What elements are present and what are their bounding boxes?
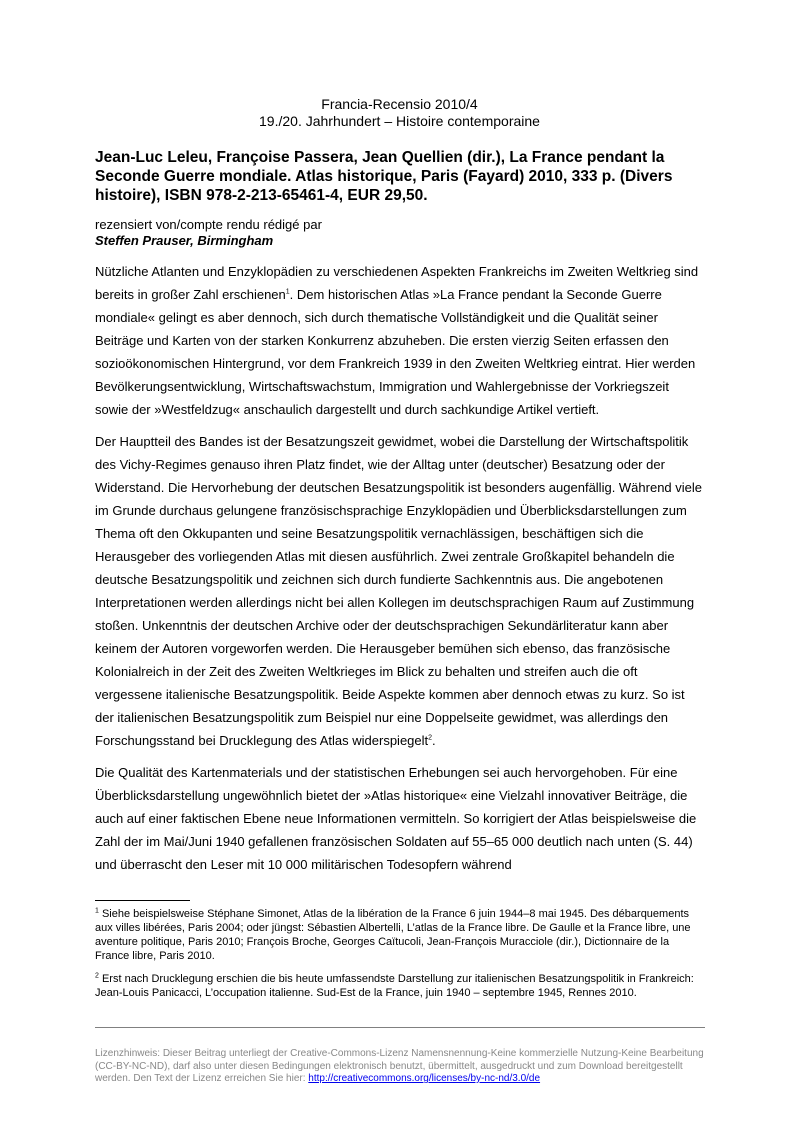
page-header	[0, 96, 799, 130]
reviewer-name: Steffen Prauser, Birmingham	[95, 233, 274, 248]
paragraph-3: Die Qualität des Kartenmaterials und der statistischen Erhebungen sei auch hervorgehoben. Für eine Überblicksdarstellung ungewöhnlich bietet der »Atlas historique« eine Vielzahl innovativer Beiträge, die auch auf einer faktischen Ebene neue Informationen vermitteln. So korrigiert der Atlas beispielsweise die Zahl der im Mai/Juni 1940 gefallenen französischen Soldaten auf 55–65 000 deutlich nach unten (S. 44) und überrascht den Leser mit 10 000 militärischen Todesopfern während	[95, 765, 697, 872]
license-notice	[95, 1048, 705, 1086]
paragraph-1	[95, 260, 705, 421]
paragraph-1-text-a: Nützliche Atlanten und Enzyklopädien zu verschiedenen Aspekten Frankreichs im Zweiten Weltkrieg sind bereits in großer Zahl erschienen	[95, 264, 699, 302]
journal-section: 19./20. Jahrhundert – Histoire contemporaine	[259, 113, 540, 129]
footnote-2	[95, 972, 705, 1000]
footnote-2-number: 2	[95, 972, 99, 980]
license-link[interactable]: http://creativecommons.org/licenses/by-nc-nd/3.0/de	[308, 1073, 541, 1084]
paragraph-1-text-b: . Dem historischen Atlas »La France pendant la Seconde Guerre mondiale« gelingt es aber dennoch, sich durch thematische Vollständigkeit und die Qualität seiner Beiträge und Karten von der starken Konkurrenz abzuheben. Die ersten vierzig Seiten erfassen den sozioökonomischen Hintergrund, vor dem Frankreich 1939 in den Zweiten Weltkrieg eintrat. Hier werden Bevölkerungsentwicklung, Wirtschaftswachstum, Immigration und Wahlergebnisse der Vorkriegszeit sowie der »Westfeldzug« anschaulich dargestellt und durch sachkundige Artikel vertieft.	[95, 287, 696, 417]
license-text: Lizenzhinweis: Dieser Beitrag unterliegt der Creative-Commons-Lizenz Namensnennung-Keine kommerzielle Nutzung-Keine Bearbeitung (CC-BY-NC-ND), darf also unter diesen Bedingungen elektronisch benutzt, übermittelt, ausgedruckt und zum Download bereitgestellt werden. Den Text der Lizenz erreichen Sie hier:	[95, 1048, 704, 1084]
journal-issue: Francia-Recensio 2010/4	[321, 96, 478, 112]
reviewer-label: rezensiert von/compte rendu rédigé par	[95, 217, 322, 232]
paragraph-2-text-a: Der Hauptteil des Bandes ist der Besatzungszeit gewidmet, wobei die Darstellung der Wirtschaftspolitik des Vichy-Regimes genauso ihren Platz findet, wie der Alltag unter (deutscher) Besatzung oder der Widerstand. Die Hervorhebung der deutschen Besatzungspolitik ist besonders augenfällig. Während viele im Grunde durchaus gelungene französischsprachige Enzyklopädien und Überblicksdarstellungen zum Thema oft den Okkupanten und seine Besatzungspolitik vernachlässigen, beschäftigen sich die Herausgeber des vorliegenden Atlas mit diesen ausführlich. Zwei zentrale Großkapitel behandeln die deutsche Besatzungspolitik und zeichnen sich durch fundierte Sachkenntnis aus. Die angebotenen Interpretationen werden allerdings nicht bei allen Kollegen im deutschsprachigen Raum auf Zustimmung stoßen. Unkenntnis der deutschen Archive oder der deutschsprachigen Sekundärliteratur kann aber keinem der Autoren vorgeworfen werden. Die Herausgeber bemühen sich ebenso, das französische Kolonialreich in der Zeit des Zweiten Weltkrieges im Blick zu behalten und streifen auch die oft vergessene italienische Besatzungspolitik. Beide Aspekte kommen aber dennoch etwas zu kurz. So ist der italienischen Besatzungspolitik zum Beispiel nur eine Doppelseite gewidmet, was allerdings den Forschungsstand bei Drucklegung des Atlas widerspiegelt	[95, 434, 703, 748]
footnote-ref-2: 2	[428, 734, 433, 742]
footnote-ref-1: 1	[285, 288, 290, 296]
footnote-1-number: 1	[95, 907, 99, 915]
paragraph-2-text-b: .	[432, 733, 436, 748]
footnote-1	[95, 907, 705, 963]
reviewer-block	[95, 217, 705, 249]
review-title: Jean-Luc Leleu, Françoise Passera, Jean Quellien (dir.), La France pendant la Seconde Guerre mondiale. Atlas historique, Paris (Fayard) 2010, 333 p. (Divers histoire), ISBN 978-2-213-65461-4, EUR 29,50.	[95, 149, 673, 204]
paragraph-2	[95, 430, 705, 752]
footnote-separator	[95, 900, 190, 901]
footnote-1-text: Siehe beispielsweise Stéphane Simonet, Atlas de la libération de la France 6 juin 1944–8 mai 1945. Des débarquements aux villes libérées, Paris 2004; oder jüngst: Sébastien Albertelli, L’atlas de la France libre. De Gaulle et la France libre, une aventure politique, Paris 2010; François Broche, Georges Caïtucoli, Jean-François Muracciole (dir.), Dictionnaire de la France libre, Paris 2010.	[95, 908, 691, 962]
review-body	[95, 260, 705, 885]
footnotes	[95, 907, 705, 1009]
footer-separator	[95, 1027, 705, 1028]
footnote-2-text: Erst nach Drucklegung erschien die bis heute umfassendste Darstellung zur italienischen Besatzungspolitik in Frankreich: Jean-Louis Panicacci, L’occupation italienne. Sud-Est de la France, juin 1940 – septembre 1945, Rennes 2010.	[95, 973, 694, 999]
